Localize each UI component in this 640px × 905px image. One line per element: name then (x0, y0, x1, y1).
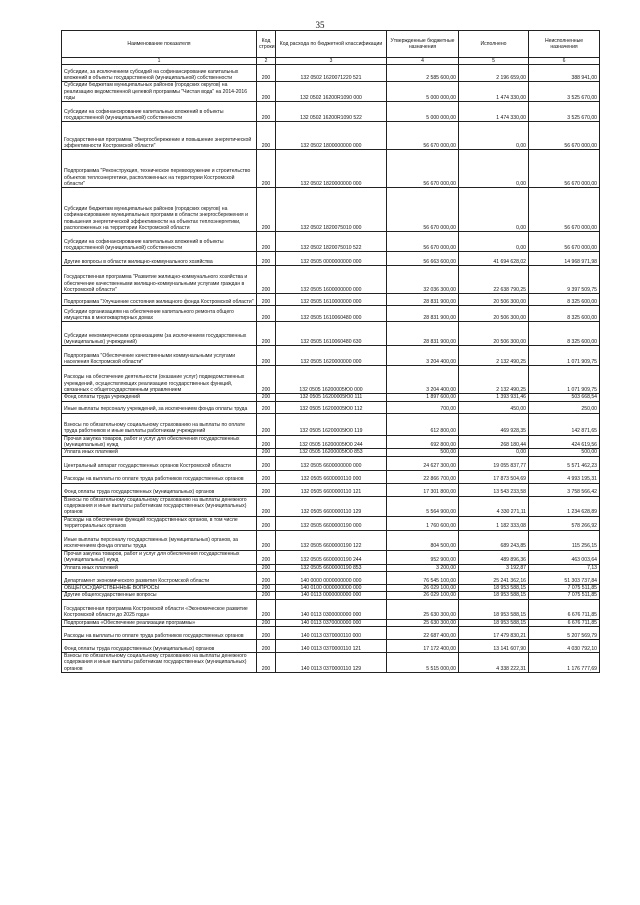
row-remaining-cell: 56 670 000,00 (529, 188, 600, 232)
row-code-cell: 200 (257, 592, 276, 599)
row-code-cell: 200 (257, 82, 276, 102)
row-code-cell: 200 (257, 599, 276, 619)
row-approved-cell: 5 564 900,00 (387, 496, 459, 516)
table-row (62, 627, 600, 640)
row-executed-cell: 2 132 490,25 (459, 346, 529, 366)
row-remaining-cell: 56 670 000,00 (529, 122, 600, 150)
row-executed-cell: 25 241 362,16 (459, 571, 529, 584)
row-name-cell: Расходы на обеспечение функций государственных органов, в том числе территориальных органов (62, 516, 257, 530)
row-budget-code-cell: 132 0502 1620071220 521 (276, 65, 387, 82)
row-budget-code-cell: 132 0505 0000000000 000 (276, 252, 387, 266)
table-row (62, 530, 600, 550)
page-number: 35 (315, 20, 325, 30)
row-remaining-cell: 6 676 711,85 (529, 619, 600, 626)
row-approved-cell: 3 200,00 (387, 564, 459, 571)
row-remaining-cell: 424 619,56 (529, 435, 600, 449)
row-approved-cell: 25 630 300,00 (387, 599, 459, 619)
row-budget-code-cell: 132 0505 1600000000 000 (276, 266, 387, 294)
row-budget-code-cell: 132 0505 6600000190 000 (276, 516, 387, 530)
row-code-cell: 200 (257, 294, 276, 306)
header-approved: Утвержденные бюджетные назначения (387, 31, 459, 58)
row-code-cell: 200 (257, 530, 276, 550)
row-code-cell: 200 (257, 188, 276, 232)
row-approved-cell: 1 897 600,00 (387, 394, 459, 401)
row-code-cell: 200 (257, 619, 276, 626)
row-executed-cell: 4 330 271,11 (459, 496, 529, 516)
row-code-cell: 200 (257, 413, 276, 435)
row-name-cell: Субсидии организациям на обеспечение капитального ремонта общего имущества в многоквартирных домах (62, 306, 257, 322)
table-row (62, 435, 600, 449)
row-budget-code-cell: 132 0505 6600000190 853 (276, 564, 387, 571)
row-name-cell: Департамент экономического развития Костромской области (62, 571, 257, 584)
row-executed-cell: 689 243,85 (459, 530, 529, 550)
row-executed-cell: 3 192,87 (459, 564, 529, 571)
row-approved-cell: 952 900,00 (387, 550, 459, 564)
row-executed-cell: 17 873 504,69 (459, 470, 529, 483)
row-approved-cell: 76 545 100,00 (387, 571, 459, 584)
row-executed-cell: 469 928,35 (459, 413, 529, 435)
row-budget-code-cell: 132 0502 16200R1090 000 (276, 82, 387, 102)
table-row (62, 483, 600, 496)
row-code-cell: 200 (257, 496, 276, 516)
row-approved-cell: 1 760 600,00 (387, 516, 459, 530)
row-name-cell: Подпрограмма "Улучшение состояния жилищного фонда Костромской области" (62, 294, 257, 306)
table-row (62, 102, 600, 122)
row-budget-code-cell: 132 0505 1610060480 000 (276, 306, 387, 322)
row-executed-cell: 268 180,44 (459, 435, 529, 449)
row-code-cell: 200 (257, 232, 276, 252)
row-budget-code-cell: 140 0113 0370000110 000 (276, 627, 387, 640)
row-remaining-cell: 4 030 792,10 (529, 640, 600, 653)
row-name-cell: Взносы по обязательному социальному страхованию на выплаты денежного содержания и иные выплаты работникам государственных (муниципальных) органов (62, 496, 257, 516)
table-row (62, 496, 600, 516)
row-executed-cell: 0,00 (459, 188, 529, 232)
row-approved-cell: 56 670 000,00 (387, 232, 459, 252)
row-approved-cell: 25 630 300,00 (387, 619, 459, 626)
table-row (62, 640, 600, 653)
column-number-row (62, 58, 600, 65)
table-row (62, 188, 600, 232)
row-executed-cell: 0,00 (459, 150, 529, 188)
row-remaining-cell: 115 256,15 (529, 530, 600, 550)
row-remaining-cell: 5 571 462,23 (529, 456, 600, 470)
table-row (62, 322, 600, 346)
row-remaining-cell: 1 071 909,75 (529, 366, 600, 394)
row-name-cell: Субсидии некоммерческим организациям (за исключением государственных (муниципальных) учреждений) (62, 322, 257, 346)
row-approved-cell: 22 866 700,00 (387, 470, 459, 483)
table-row (62, 232, 600, 252)
row-budget-code-cell: 132 0505 16200005Ю0 111 (276, 394, 387, 401)
row-name-cell: Центральный аппарат государственных органов Костромской области (62, 456, 257, 470)
table-row (62, 619, 600, 626)
row-executed-cell: 18 953 588,15 (459, 619, 529, 626)
row-executed-cell: 4 338 222,31 (459, 653, 529, 673)
table-row (62, 394, 600, 401)
row-budget-code-cell: 140 0100 0000000000 000 (276, 584, 387, 591)
row-name-cell: Иные выплаты персоналу государственных (муниципальных) органов, за исключением фонда оплаты труда (62, 530, 257, 550)
row-remaining-cell: 7 075 511,85 (529, 592, 600, 599)
row-code-cell: 200 (257, 65, 276, 82)
row-executed-cell: 1 474 330,00 (459, 102, 529, 122)
row-approved-cell: 26 029 100,00 (387, 584, 459, 591)
row-budget-code-cell: 132 0505 6600000110 121 (276, 483, 387, 496)
row-remaining-cell: 6 676 711,85 (529, 599, 600, 619)
row-budget-code-cell: 132 0505 6600000190 244 (276, 550, 387, 564)
row-remaining-cell: 463 003,64 (529, 550, 600, 564)
row-approved-cell: 24 627 300,00 (387, 456, 459, 470)
header-row (62, 31, 600, 58)
row-name-cell: Другие общегосударственные вопросы (62, 592, 257, 599)
header-budget-code: Код расхода по бюджетной классификации (276, 31, 387, 58)
row-budget-code-cell: 132 0505 16200005Ю0 000 (276, 366, 387, 394)
row-code-cell: 200 (257, 252, 276, 266)
row-approved-cell: 5 515 000,00 (387, 653, 459, 673)
row-remaining-cell: 3 525 670,00 (529, 102, 600, 122)
row-remaining-cell: 3 525 670,00 (529, 82, 600, 102)
row-remaining-cell: 7 075 511,85 (529, 584, 600, 591)
row-remaining-cell: 500,00 (529, 449, 600, 456)
row-executed-cell: 1 393 931,46 (459, 394, 529, 401)
row-code-cell: 200 (257, 401, 276, 413)
row-budget-code-cell: 140 0113 0370000110 121 (276, 640, 387, 653)
row-remaining-cell: 250,00 (529, 401, 600, 413)
table-row (62, 306, 600, 322)
row-name-cell: Расходы на выплаты по оплате труда работников государственных органов (62, 627, 257, 640)
row-approved-cell: 500,00 (387, 449, 459, 456)
row-budget-code-cell: 132 0505 6600000190 122 (276, 530, 387, 550)
table-body (62, 65, 600, 673)
row-code-cell: 200 (257, 102, 276, 122)
header-indicator-name: Наименование показателя (62, 31, 257, 58)
row-budget-code-cell: 132 0505 6600000000 000 (276, 456, 387, 470)
row-name-cell: Подпрограмма "Реконструкция, техническое перевооружение и строительство объектов теплоэнергетики, расположенных на территории Костромской области" (62, 150, 257, 188)
row-code-cell: 200 (257, 456, 276, 470)
row-name-cell: Подпрограмма "Обеспечение качественными коммунальными услугами населения Костромской области" (62, 346, 257, 366)
row-remaining-cell: 1 176 777,69 (529, 653, 600, 673)
row-remaining-cell: 7,13 (529, 564, 600, 571)
row-approved-cell: 28 831 900,00 (387, 322, 459, 346)
row-remaining-cell: 5 207 569,79 (529, 627, 600, 640)
row-code-cell: 200 (257, 516, 276, 530)
row-executed-cell: 0,00 (459, 232, 529, 252)
column-number: 5 (459, 58, 529, 65)
row-approved-cell: 692 800,00 (387, 435, 459, 449)
row-budget-code-cell: 132 0505 1610000000 000 (276, 294, 387, 306)
table-row (62, 584, 600, 591)
column-number: 3 (276, 58, 387, 65)
row-budget-code-cell: 140 0113 0370000000 000 (276, 619, 387, 626)
row-name-cell: Государственная программа Костромской области «Экономическое развитие Костромской области до 2025 года» (62, 599, 257, 619)
row-executed-cell: 0,00 (459, 122, 529, 150)
row-approved-cell: 2 585 600,00 (387, 65, 459, 82)
row-budget-code-cell: 132 0505 6600000110 000 (276, 470, 387, 483)
row-name-cell: Иные выплаты персоналу учреждений, за исключением фонда оплаты труда (62, 401, 257, 413)
row-budget-code-cell: 140 0113 0000000000 000 (276, 592, 387, 599)
row-code-cell: 200 (257, 627, 276, 640)
row-name-cell: Государственная программа "Развитие жилищно-коммунального хозяйства и обеспечение качественными жилищно-коммунальными услугами граждан в Костромской области" (62, 266, 257, 294)
row-budget-code-cell: 132 0505 16200005Ю0 853 (276, 449, 387, 456)
row-budget-code-cell: 132 0502 1800000000 000 (276, 122, 387, 150)
row-remaining-cell: 9 397 509,75 (529, 266, 600, 294)
row-approved-cell: 28 831 900,00 (387, 294, 459, 306)
table-row (62, 571, 600, 584)
row-remaining-cell: 56 670 000,00 (529, 150, 600, 188)
row-executed-cell: 489 896,36 (459, 550, 529, 564)
row-executed-cell: 20 506 300,00 (459, 294, 529, 306)
row-executed-cell: 1 474 330,00 (459, 82, 529, 102)
row-approved-cell: 3 204 400,00 (387, 366, 459, 394)
row-approved-cell: 56 670 000,00 (387, 122, 459, 150)
row-code-cell: 200 (257, 483, 276, 496)
row-code-cell: 200 (257, 550, 276, 564)
row-budget-code-cell: 132 0505 16200005Ю0 119 (276, 413, 387, 435)
row-remaining-cell: 503 668,54 (529, 394, 600, 401)
table-row (62, 550, 600, 564)
row-approved-cell: 5 000 000,00 (387, 82, 459, 102)
row-executed-cell: 18 953 588,15 (459, 592, 529, 599)
row-executed-cell: 2 196 659,00 (459, 65, 529, 82)
table-row (62, 599, 600, 619)
row-approved-cell: 28 831 900,00 (387, 306, 459, 322)
row-approved-cell: 17 301 800,00 (387, 483, 459, 496)
row-approved-cell: 17 172 400,00 (387, 640, 459, 653)
row-executed-cell: 19 055 837,77 (459, 456, 529, 470)
row-remaining-cell: 8 325 600,00 (529, 294, 600, 306)
row-name-cell: Уплата иных платежей (62, 449, 257, 456)
row-code-cell: 200 (257, 449, 276, 456)
header-remaining: Неисполненные назначения (529, 31, 600, 58)
row-name-cell: Субсидии бюджетам муниципальных районов (городских округов) на реализацию ведомственной целевой программы "Чистая вода" на 2014-2016 годы (62, 82, 257, 102)
row-name-cell: Государственная программа "Энергосбережение и повышение энергетической эффективности Костромской области" (62, 122, 257, 150)
column-number: 1 (62, 58, 257, 65)
row-budget-code-cell: 140 0000 0000000000 000 (276, 571, 387, 584)
row-remaining-cell: 1 071 909,75 (529, 346, 600, 366)
row-approved-cell: 22 687 400,00 (387, 627, 459, 640)
row-name-cell: Прочая закупка товаров, работ и услуг для обеспечения государственных (муниципальных) нужд (62, 550, 257, 564)
column-number: 4 (387, 58, 459, 65)
row-budget-code-cell: 132 0502 1820000000 000 (276, 150, 387, 188)
row-budget-code-cell: 132 0505 1610060480 630 (276, 322, 387, 346)
table-row (62, 366, 600, 394)
row-code-cell: 200 (257, 150, 276, 188)
row-executed-cell: 20 506 300,00 (459, 322, 529, 346)
row-name-cell: Другие вопросы в области жилищно-коммунального хозяйства (62, 252, 257, 266)
row-budget-code-cell: 140 0113 0370000110 129 (276, 653, 387, 673)
row-code-cell: 200 (257, 266, 276, 294)
table-row (62, 252, 600, 266)
row-remaining-cell: 4 993 195,31 (529, 470, 600, 483)
row-approved-cell: 26 029 100,00 (387, 592, 459, 599)
row-approved-cell: 56 670 000,00 (387, 188, 459, 232)
row-code-cell: 200 (257, 584, 276, 591)
table-row (62, 150, 600, 188)
table-row (62, 65, 600, 82)
row-code-cell: 200 (257, 322, 276, 346)
table-row (62, 592, 600, 599)
table-row (62, 294, 600, 306)
row-name-cell: Фонд оплаты труда государственных (муниципальных) органов (62, 640, 257, 653)
row-code-cell: 200 (257, 640, 276, 653)
table-row (62, 516, 600, 530)
row-name-cell: ОБЩЕГОСУДАРСТВЕННЫЕ ВОПРОСЫ (62, 584, 257, 591)
column-number: 6 (529, 58, 600, 65)
row-budget-code-cell: 140 0113 0300000000 000 (276, 599, 387, 619)
row-remaining-cell: 142 871,65 (529, 413, 600, 435)
row-remaining-cell: 388 941,00 (529, 65, 600, 82)
row-name-cell: Субсидии на софинансирование капитальных вложений в объекты государственной (муниципальной) собственности (62, 102, 257, 122)
row-remaining-cell: 3 758 566,42 (529, 483, 600, 496)
row-budget-code-cell: 132 0505 1620000000 000 (276, 346, 387, 366)
table-row (62, 346, 600, 366)
row-code-cell: 200 (257, 306, 276, 322)
row-executed-cell: 450,00 (459, 401, 529, 413)
row-remaining-cell: 14 968 971,98 (529, 252, 600, 266)
table-row (62, 564, 600, 571)
row-budget-code-cell: 132 0505 6600000110 129 (276, 496, 387, 516)
column-number: 2 (257, 58, 276, 65)
row-executed-cell: 41 694 628,02 (459, 252, 529, 266)
row-budget-code-cell: 132 0505 16200005Ю0 244 (276, 435, 387, 449)
row-executed-cell: 18 953 588,15 (459, 599, 529, 619)
row-approved-cell: 32 036 300,00 (387, 266, 459, 294)
table-row (62, 413, 600, 435)
row-approved-cell: 700,00 (387, 401, 459, 413)
row-remaining-cell: 8 325 600,00 (529, 306, 600, 322)
row-name-cell: Прочая закупка товаров, работ и услуг для обеспечения государственных (муниципальных) нужд (62, 435, 257, 449)
row-name-cell: Субсидии на софинансирование капитальных вложений в объекты государственной (муниципальной) собственности (62, 232, 257, 252)
row-executed-cell: 22 638 790,25 (459, 266, 529, 294)
table-row (62, 653, 600, 673)
row-executed-cell: 20 506 300,00 (459, 306, 529, 322)
row-remaining-cell: 578 266,92 (529, 516, 600, 530)
row-name-cell: Фонд оплаты труда государственных (муниципальных) органов (62, 483, 257, 496)
row-name-cell: Расходы на выплаты по оплате труда работников государственных органов (62, 470, 257, 483)
table-row (62, 82, 600, 102)
row-code-cell: 200 (257, 564, 276, 571)
row-executed-cell: 1 182 333,08 (459, 516, 529, 530)
row-name-cell: Подпрограмма «Обеспечение реализации программы» (62, 619, 257, 626)
row-name-cell: Взносы по обязательному социальному страхованию на выплаты по оплате труда работников и иные выплаты работникам учреждений (62, 413, 257, 435)
row-name-cell: Субсидии бюджетам муниципальных районов (городских округов) на софинансирование муниципальных программ в области энергосбережения и повышения энергетической эффективности на объектах теплоэнергетики, расположенных на территории Костромской области (62, 188, 257, 232)
row-code-cell: 200 (257, 346, 276, 366)
row-budget-code-cell: 132 0502 16200R1090 522 (276, 102, 387, 122)
row-budget-code-cell: 132 0505 16200005Ю0 112 (276, 401, 387, 413)
row-code-cell: 200 (257, 435, 276, 449)
row-code-cell: 200 (257, 470, 276, 483)
header-executed: Исполнено (459, 31, 529, 58)
row-name-cell: Субсидии, за исключением субсидий на софинансирование капитальных вложений в объекты государственной (муниципальной) собственности (62, 65, 257, 82)
row-approved-cell: 612 800,00 (387, 413, 459, 435)
row-code-cell: 200 (257, 122, 276, 150)
row-remaining-cell: 51 303 737,84 (529, 571, 600, 584)
table-row (62, 401, 600, 413)
row-name-cell: Расходы на обеспечение деятельности (оказание услуг) подведомственных учреждений, осуществляющих реализацию государственных функций, связанных с общегосударственным управлением (62, 366, 257, 394)
row-approved-cell: 5 000 000,00 (387, 102, 459, 122)
row-budget-code-cell: 132 0502 1820075010 000 (276, 188, 387, 232)
row-approved-cell: 56 663 600,00 (387, 252, 459, 266)
table-row (62, 122, 600, 150)
table-row (62, 266, 600, 294)
row-code-cell: 200 (257, 394, 276, 401)
row-budget-code-cell: 132 0502 1820075010 522 (276, 232, 387, 252)
row-remaining-cell: 8 325 600,00 (529, 322, 600, 346)
budget-execution-table (61, 30, 600, 673)
header-row-code: Код строки (257, 31, 276, 58)
row-approved-cell: 3 204 400,00 (387, 346, 459, 366)
row-code-cell: 200 (257, 653, 276, 673)
row-remaining-cell: 1 234 628,89 (529, 496, 600, 516)
row-executed-cell: 13 141 607,90 (459, 640, 529, 653)
row-code-cell: 200 (257, 366, 276, 394)
row-executed-cell: 17 479 830,21 (459, 627, 529, 640)
row-executed-cell: 2 132 490,25 (459, 366, 529, 394)
row-name-cell: Фонд оплаты труда учреждений (62, 394, 257, 401)
row-name-cell: Уплата иных платежей (62, 564, 257, 571)
row-remaining-cell: 56 670 000,00 (529, 232, 600, 252)
table-row (62, 456, 600, 470)
row-code-cell: 200 (257, 571, 276, 584)
row-approved-cell: 56 670 000,00 (387, 150, 459, 188)
row-name-cell: Взносы по обязательному социальному страхованию на выплаты денежного содержания и иные выплаты работникам государственных (муниципальных) органов (62, 653, 257, 673)
table-row (62, 449, 600, 456)
row-executed-cell: 0,00 (459, 449, 529, 456)
row-executed-cell: 18 953 588,15 (459, 584, 529, 591)
row-approved-cell: 804 500,00 (387, 530, 459, 550)
table-row (62, 470, 600, 483)
row-executed-cell: 13 543 233,58 (459, 483, 529, 496)
